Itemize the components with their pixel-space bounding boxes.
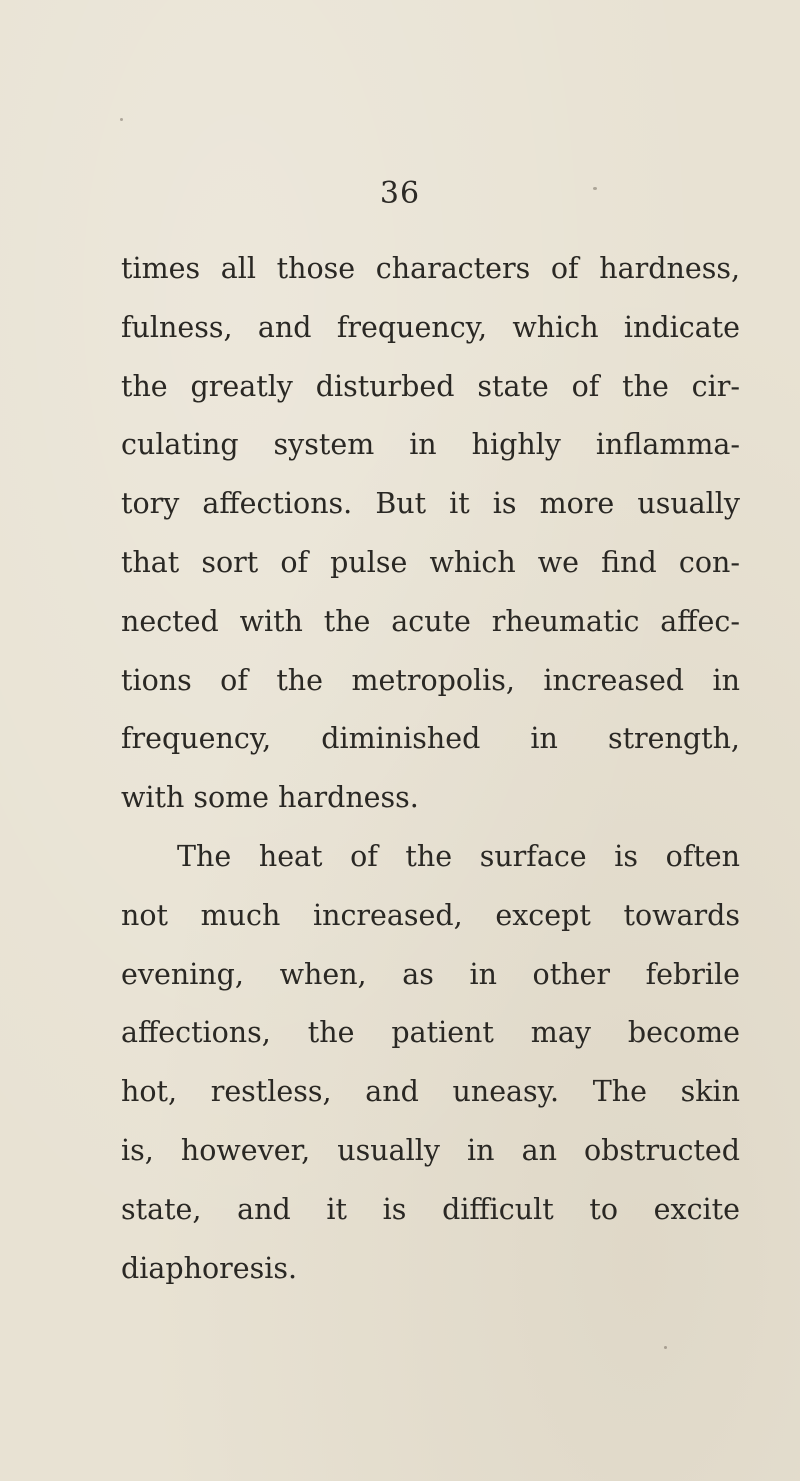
text-line: The heat of the surface is often [177,839,740,873]
paragraph-2 [121,828,740,1298]
text-line: hot, restless, and uneasy. The skin [121,1075,740,1109]
text-line: times all those characters of hardness, [121,252,740,285]
text-line: tions of the metropolis, increased in [121,663,740,697]
text-line: nected with the acute rheumatic affec- [121,604,740,638]
paper-speck [664,1346,667,1349]
text-line: culating system in highly inflamma- [121,428,740,462]
text-line: frequency, diminished in strength, [121,722,740,756]
paragraph-1 [121,240,740,828]
body-text [121,240,740,1298]
text-line: that sort of pulse which we find con- [121,545,740,579]
text-line: with some hardness. [121,781,419,815]
paper-speck [120,118,123,121]
text-line: diaphoresis. [121,1251,298,1285]
text-line: affections, the patient may become [121,1016,740,1050]
text-line: state, and it is difficult to excite [121,1192,740,1226]
text-line: fulness, and frequency, which indicate [121,310,740,344]
text-line: the greatly disturbed state of the cir- [121,369,740,403]
text-line: tory affections. But it is more usually [121,487,740,521]
text-line: evening, when, as in other febrile [121,957,740,991]
page-number: 36 [379,176,421,211]
text-line: not much increased, except towards [121,898,740,932]
text-line: is, however, usually in an obstructed [121,1133,740,1167]
